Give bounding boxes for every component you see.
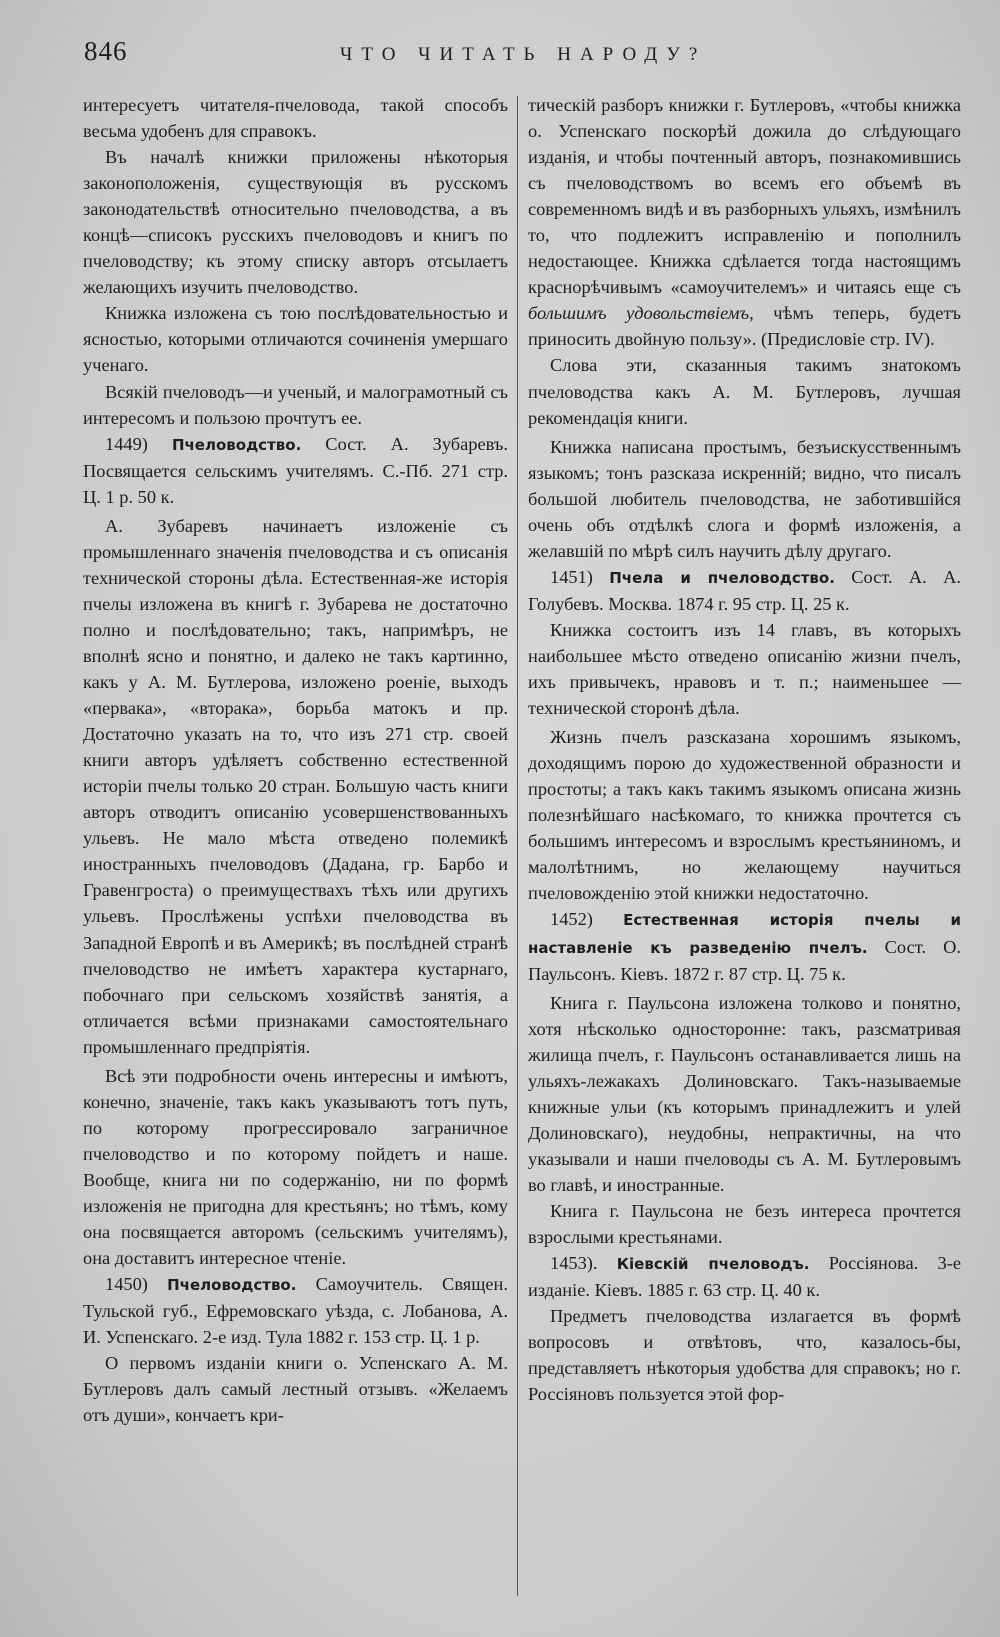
column-divider [517, 96, 518, 1596]
entry-details: Самоучитель. Священ. Тульской губ., Ефремовскаго уѣзда, с. Лобанова, А. И. Успенскаго. 2-е изд. Тула 1882 г. 153 стр. Ц. 1 р. [83, 1274, 508, 1348]
paragraph: Всѣ эти подробности очень интересны и имѣютъ, конечно, значеніе, такъ какъ указываютъ тотъ путь, по которому прогрессировало заграничное пчеловодство и по которому пойдетъ и наше. Вообще, книга ни по содержанію, ни по формѣ изложенія не пригодна для крестьянъ; но тѣмъ, кому она посвящается авторомъ (сельскимъ учителямъ), она доставитъ интересное чтеніе. [83, 1065, 508, 1269]
entry-number: 1452) [550, 909, 593, 930]
entry-title: Кіевскій пчеловодъ. [616, 1255, 810, 1274]
text-run: тическій разборъ книжки г. Бутлеровъ, «чтобы книжка о. Успенскаго поскорѣй дожила до слѣдующаго изданія, и чтобы почтенный авторъ, познакомившись съ пчеловодствомъ во всемъ его объемѣ въ современномъ видѣ и въ разборныхъ ульяхъ, измѣнилъ то, что подлежитъ исправленію и пополнилъ недостающее. Книжка сдѣлается тогда настоящимъ краснорѣчивымъ «самоучителемъ» и читаясь еще съ [528, 95, 961, 298]
entry-details: Россіянова. 3-е изданіе. Кіевъ. 1885 г. 63 стр. Ц. 40 к. [528, 1253, 961, 1301]
page-header [0, 34, 1000, 74]
paragraph: Въ началѣ книжки приложены нѣкоторыя законоположенія, существующія въ русскомъ законодательствѣ относительно пчеловодства, а въ концѣ—списокъ русскихъ пчеловодовъ и книгъ по пчеловодству; къ этому списку авторъ отсылаетъ желающихъ изучить пчеловодство. [83, 147, 508, 298]
entry-title: Пчела и пчеловодство. [609, 568, 835, 587]
paragraph: Слова эти, сказанныя такимъ знатокомъ пчеловодства какъ А. М. Бутлеровъ, лучшая рекомендація книги. [528, 355, 961, 428]
paragraph: Книга г. Паульсона не безъ интереса прочтется взрослыми крестьянами. [528, 1200, 961, 1248]
entry-number: 1451) [550, 566, 593, 587]
paragraph: Книжка состоитъ изъ 14 главъ, въ которыхъ наибольшее мѣсто отведено описанію жизни пчелъ, ихъ привычекъ, нравовъ и т. п.; наименьшее — технической сторонѣ дѣла. [528, 619, 961, 719]
entry-1451 [528, 564, 961, 617]
entry-number: 1453). [550, 1253, 598, 1274]
paragraph: Всякій пчеловодъ—и ученый, и малограмотный съ интересомъ и пользою прочтутъ ее. [83, 381, 508, 428]
paragraph: Предметъ пчеловодства излагается въ формѣ вопросовъ и отвѣтовъ, что, казалось-бы, представляетъ нѣкоторыя удобства для справокъ; но г. Россіяновъ пользуется этой фор- [528, 1306, 961, 1405]
entry-1453 [528, 1250, 961, 1303]
paragraph: О первомъ изданіи книги о. Успенскаго А. М. Бутлеровъ далъ самый лестный отзывъ. «Желаемъ отъ души», кончаетъ кри- [83, 1353, 508, 1426]
paragraph: А. Зубаревъ начинаетъ изложеніе съ промышленнаго значенія пчеловодства и съ описанія технической стороны дѣла. Естественная-же исторія пчелы изложена въ книгѣ г. Зубарева не достаточно полно и послѣдовательно; такъ, напримѣръ, не вполнѣ ясно и понятно, и далеко не такъ картинно, какъ у А. М. Бутлерова, изложено роеніе, выходъ «первака», «вторака», борьба матокъ и пр. Достаточно указать на то, что изъ 271 стр. своей книги авторъ удѣляетъ собственно естественной исторіи пчелы только 20 стран. Большую часть книги авторъ отводитъ описанію усовершенствованныхъ ульевъ. Не мало мѣста отведено полемикѣ иностранныхъ пчеловодовъ (Дадана, гр. Барбо и Гравенгроста) о преимуществахъ тѣхъ или другихъ ульевъ. Прослѣжены успѣхи пчеловодства въ Западной Европѣ и въ Америкѣ; въ послѣдней странѣ пчеловодство не имѣетъ характера кустарнаго, побочнаго при сельскомъ хозяйствѣ занятія, а отличается всѣми признаками самостоятельнаго промышленнаго предпріятія. [83, 515, 508, 1057]
running-title: ЧТО ЧИТАТЬ НАРОДУ? [340, 44, 707, 65]
right-column [528, 92, 961, 1407]
entry-number: 1450) [105, 1274, 148, 1295]
paragraph: Книжка изложена съ тою послѣдовательностью и ясностью, которыми отличаются сочиненія умершаго ученаго. [83, 303, 508, 376]
entry-title: Пчеловодство. [167, 1276, 297, 1295]
entry-details: Сост. О. Паульсонъ. Кіевъ. 1872 г. 87 стр. Ц. 75 к. [528, 936, 961, 984]
paragraph: Жизнь пчелъ разсказана хорошимъ языкомъ, доходящимъ порою до художественной образности и простоты; а такъ какъ такимъ языкомъ описана жизнь полезнѣйшаго насѣкомаго, то книжка прочтется съ большимъ интересомъ и взрослымъ крестьяниномъ, и малолѣтнимъ, но желающему научиться пчеловожденію этой книжки недостаточно. [528, 727, 961, 904]
entry-title: Пчеловодство. [171, 435, 302, 454]
entry-1450 [83, 1271, 508, 1350]
entry-title: Естественная исторія пчелы и наставленіе къ разведенію пчелъ. [528, 911, 961, 957]
entry-1449 [83, 431, 508, 510]
text-run: чѣмъ теперь, будетъ приносить двойную пользу». (Предисловіе стр. IV). [528, 303, 961, 350]
paragraph: интересуетъ читателя-пчеловода, такой способъ весьма удобенъ для справокъ. [83, 95, 508, 142]
entry-details: Сост. А. Зубаревъ. Посвящается сельскимъ учителямъ. С.-Пб. 271 стр. Ц. 1 р. 50 к. [83, 433, 508, 507]
entry-1452 [528, 906, 961, 986]
entry-details: Сост. А. А. Голубевъ. Москва. 1874 г. 95 стр. Ц. 25 к. [528, 566, 961, 614]
page-number: 846 [84, 36, 128, 66]
paragraph: Книга г. Паульсона изложена толково и понятно, хотя нѣсколько односторонне: такъ, разсматривая жилища пчелъ, г. Паульсонъ останавливается лишь на ульяхъ-лежакахъ Долиновскаго. Такъ-называемые книжные ульи (къ которымъ принадлежитъ и улей Долиновскаго), неудобны, непрактичны, на что указывали и наши пчеловоды съ А. М. Бутлеровымъ во главѣ, и иностранные. [528, 992, 961, 1195]
entry-number: 1449) [105, 433, 148, 454]
paragraph [528, 92, 961, 352]
left-column [83, 92, 508, 1428]
italic-run: большимъ удовольствіемъ, [528, 303, 754, 324]
paragraph: Книжка написана простымъ, безъискусственнымъ языкомъ; тонъ разсказа искренній; видно, что писалъ большой любитель пчеловодства, не заботившійся очень объ отдѣлкѣ слога и формѣ изложенія, а желавшій по мѣрѣ силъ научить дѣлу другаго. [528, 436, 961, 561]
